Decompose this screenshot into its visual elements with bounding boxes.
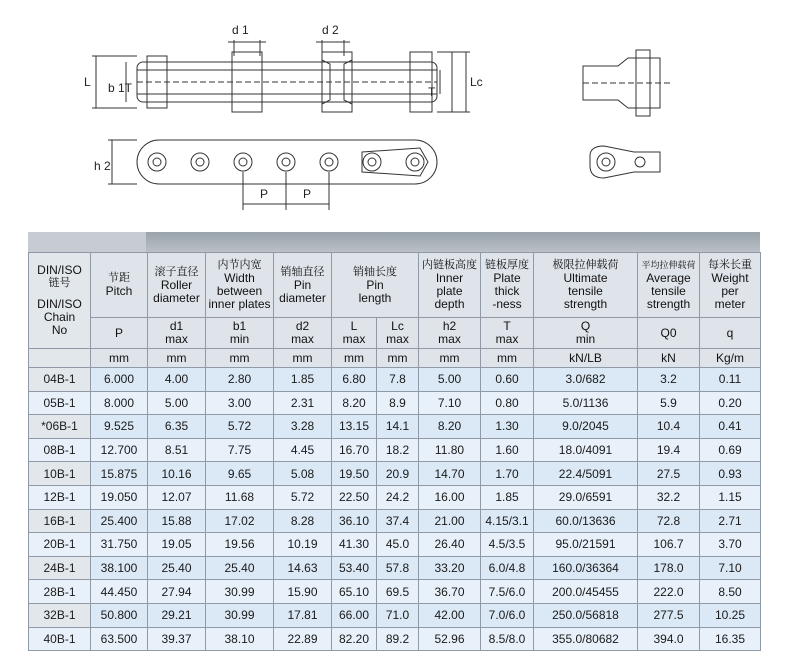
symbol-text: T	[503, 319, 511, 333]
table-cell: 12.700	[91, 438, 148, 462]
table-cell: 5.00	[148, 391, 206, 415]
table-cell: 277.5	[638, 603, 700, 627]
table-cell: 3.0/682	[534, 368, 638, 392]
header-unit-blank	[29, 349, 91, 368]
qualifier-text: max	[165, 332, 188, 346]
table-cell: 7.5/6.0	[481, 580, 534, 604]
header-inner-plate-depth: 内链板高度 Inner plate depth	[419, 253, 481, 318]
table-cell: 394.0	[638, 627, 700, 651]
table-cell: 7.8	[377, 368, 419, 392]
header-symbol-row	[29, 318, 761, 349]
table-cell: 4.45	[274, 438, 332, 462]
table-cell: 18.0/4091	[534, 438, 638, 462]
table-row	[29, 462, 761, 486]
header-ultimate-tensile-strength: 极限拉伸载荷 Ultimate tensile strength	[534, 253, 638, 318]
table-cell: 16.35	[700, 627, 761, 651]
table-cell: 6.80	[332, 368, 377, 392]
chain-side-outline	[137, 140, 437, 184]
table-cell: 22.89	[274, 627, 332, 651]
table-cell: 14.70	[419, 462, 481, 486]
table-row	[29, 533, 761, 557]
chain-no-cell: 05B-1	[29, 391, 91, 415]
table-cell: 38.100	[91, 556, 148, 580]
table-cell: 13.15	[332, 415, 377, 439]
table-cell: 6.35	[148, 415, 206, 439]
table-cell: 0.80	[481, 391, 534, 415]
header-pitch: 节距 Pitch	[91, 253, 148, 318]
table-cell: 4.00	[148, 368, 206, 392]
qualifier-text: min	[575, 332, 596, 346]
header-unit-cell: mm	[91, 349, 148, 368]
header-unit-cell: mm	[419, 349, 481, 368]
table-cell: 39.37	[148, 627, 206, 651]
table-cell: 5.08	[274, 462, 332, 486]
table-cell: 41.30	[332, 533, 377, 557]
chain-no-cell: 04B-1	[29, 368, 91, 392]
table-cell: 1.85	[274, 368, 332, 392]
table-cell: 8.20	[419, 415, 481, 439]
table-row	[29, 627, 761, 651]
label-Lc: Lc	[470, 75, 483, 89]
table-cell: 44.450	[91, 580, 148, 604]
table-row	[29, 368, 761, 392]
table-cell: 160.0/36364	[534, 556, 638, 580]
table-cell: 1.85	[481, 485, 534, 509]
table-cell: 1.30	[481, 415, 534, 439]
table-cell: 106.7	[638, 533, 700, 557]
header-pin-length: 销轴长度 Pin length	[332, 253, 419, 318]
qualifier-text: max	[386, 332, 409, 346]
table-cell: 0.20	[700, 391, 761, 415]
table-cell: 15.875	[91, 462, 148, 486]
table-cell: 10.19	[274, 533, 332, 557]
table-row	[29, 580, 761, 604]
header-symbol-l	[332, 318, 377, 349]
table-cell: 355.0/80682	[534, 627, 638, 651]
table-cell: 38.10	[206, 627, 274, 651]
table-cell: 33.20	[419, 556, 481, 580]
label-P1: P	[260, 187, 269, 201]
label-h2: h 2	[94, 159, 111, 173]
table-cell: 29.21	[148, 603, 206, 627]
header-unit-cell: mm	[332, 349, 377, 368]
table-cell: 31.750	[91, 533, 148, 557]
header-din-chain-no: DIN/ISO 链号 DIN/ISO Chain No	[29, 253, 91, 349]
table-cell: 14.1	[377, 415, 419, 439]
table-cell: 30.99	[206, 580, 274, 604]
table-cell: 3.2	[638, 368, 700, 392]
table-cell: 25.40	[206, 556, 274, 580]
table-row	[29, 556, 761, 580]
label-d1: d 1	[232, 23, 249, 37]
chain-no-cell: 08B-1	[29, 438, 91, 462]
table-cell: 36.70	[419, 580, 481, 604]
table-cell: 57.8	[377, 556, 419, 580]
table-cell: 9.65	[206, 462, 274, 486]
table-cell: 25.400	[91, 509, 148, 533]
table-cell: 7.75	[206, 438, 274, 462]
table-cell: 2.80	[206, 368, 274, 392]
table-cell: 1.60	[481, 438, 534, 462]
label-P2: P	[303, 187, 312, 201]
table-cell: 10.4	[638, 415, 700, 439]
header-unit-cell: mm	[206, 349, 274, 368]
table-cell: 19.50	[332, 462, 377, 486]
header-symbol-d2	[274, 318, 332, 349]
table-cell: 8.28	[274, 509, 332, 533]
table-row	[29, 391, 761, 415]
chain-no-cell: 40B-1	[29, 627, 91, 651]
table-cell: 222.0	[638, 580, 700, 604]
table-cell: 8.9	[377, 391, 419, 415]
symbol-text: h2	[442, 319, 457, 333]
table-cell: 16.70	[332, 438, 377, 462]
symbol-text: d1	[169, 319, 184, 333]
table-cell: 66.00	[332, 603, 377, 627]
header-plate-thickness: 链板厚度 Plate thick -ness	[481, 253, 534, 318]
table-cell: 12.07	[148, 485, 206, 509]
table-cell: 10.25	[700, 603, 761, 627]
table-cell: 27.94	[148, 580, 206, 604]
table-cell: 60.0/13636	[534, 509, 638, 533]
table-cell: 82.20	[332, 627, 377, 651]
table-cell: 8.51	[148, 438, 206, 462]
header-unit-cell: mm	[377, 349, 419, 368]
table-cell: 6.000	[91, 368, 148, 392]
table-cell: 17.02	[206, 509, 274, 533]
table-row	[29, 509, 761, 533]
table-cell: 20.9	[377, 462, 419, 486]
qualifier-text: max	[438, 332, 461, 346]
table-cell: 0.93	[700, 462, 761, 486]
table-cell: 42.00	[419, 603, 481, 627]
table-cell: 19.56	[206, 533, 274, 557]
table-cell: 14.63	[274, 556, 332, 580]
chain-no-cell: 16B-1	[29, 509, 91, 533]
table-cell: 0.60	[481, 368, 534, 392]
qualifier-text: min	[229, 332, 250, 346]
table-cell: 15.88	[148, 509, 206, 533]
table-cell: 29.0/6591	[534, 485, 638, 509]
table-header-band	[28, 232, 760, 252]
table-cell: 2.71	[700, 509, 761, 533]
table-cell: 30.99	[206, 603, 274, 627]
table-cell: 8.50	[700, 580, 761, 604]
table-cell: 6.0/4.8	[481, 556, 534, 580]
table-cell: 16.00	[419, 485, 481, 509]
table-cell: 26.40	[419, 533, 481, 557]
qualifier-text: max	[291, 332, 314, 346]
table-cell: 0.11	[700, 368, 761, 392]
table-cell: 200.0/45455	[534, 580, 638, 604]
table-cell: 0.69	[700, 438, 761, 462]
qualifier-text: max	[342, 332, 366, 346]
table-cell: 32.2	[638, 485, 700, 509]
table-cell: 52.96	[419, 627, 481, 651]
table-cell: 89.2	[377, 627, 419, 651]
chain-no-cell: 24B-1	[29, 556, 91, 580]
header-symbol-t	[481, 318, 534, 349]
label-b1T: b 1T	[108, 81, 133, 95]
symbol-text: Q	[580, 319, 591, 333]
header-symbol-d1	[148, 318, 206, 349]
chain-technical-drawing	[0, 0, 793, 228]
table-cell: 63.500	[91, 627, 148, 651]
symbol-text: Lc	[391, 319, 404, 333]
symbol-text: b1	[232, 319, 247, 333]
table-cell: 65.10	[332, 580, 377, 604]
table-cell: 8.000	[91, 391, 148, 415]
symbol-text: q	[726, 325, 734, 340]
table-cell: 11.80	[419, 438, 481, 462]
header-pin-diameter: 销轴直径 Pin diameter	[274, 253, 332, 318]
table-cell: 71.0	[377, 603, 419, 627]
header-weight-per-meter: 每米长重 Weight per meter	[700, 253, 761, 318]
table-cell: 18.2	[377, 438, 419, 462]
header-symbol-lc	[377, 318, 419, 349]
table-cell: 22.50	[332, 485, 377, 509]
header-symbol-p	[91, 318, 148, 349]
symbol-text: Q0	[660, 325, 677, 340]
header-unit-cell: mm	[481, 349, 534, 368]
table-cell: 11.68	[206, 485, 274, 509]
qualifier-text: max	[495, 332, 519, 346]
header-unit-row	[29, 349, 761, 368]
table-cell: 37.4	[377, 509, 419, 533]
table-cell: 19.05	[148, 533, 206, 557]
table-cell: 5.00	[419, 368, 481, 392]
table-cell: 1.15	[700, 485, 761, 509]
header-symbol-q0	[638, 318, 700, 349]
table-cell: 5.72	[206, 415, 274, 439]
header-unit-cell: kN/LB	[534, 349, 638, 368]
table-cell: 9.525	[91, 415, 148, 439]
table-row	[29, 485, 761, 509]
chain-no-cell: 20B-1	[29, 533, 91, 557]
table-cell: 1.70	[481, 462, 534, 486]
table-cell: 7.0/6.0	[481, 603, 534, 627]
symbol-text: P	[114, 325, 123, 340]
table-cell: 45.0	[377, 533, 419, 557]
table-cell: 69.5	[377, 580, 419, 604]
chain-end-view-side	[590, 146, 660, 178]
table-cell: 4.5/3.5	[481, 533, 534, 557]
header-unit-cell: mm	[274, 349, 332, 368]
header-symbol-q	[534, 318, 638, 349]
table-cell: 17.81	[274, 603, 332, 627]
chain-no-cell: 28B-1	[29, 580, 91, 604]
chain-no-cell: 32B-1	[29, 603, 91, 627]
table-cell: 15.90	[274, 580, 332, 604]
table-cell: 3.00	[206, 391, 274, 415]
table-cell: 2.31	[274, 391, 332, 415]
table-cell: 72.8	[638, 509, 700, 533]
header-symbol-b1	[206, 318, 274, 349]
table-row	[29, 603, 761, 627]
table-cell: 36.10	[332, 509, 377, 533]
table-row	[29, 438, 761, 462]
table-cell: 9.0/2045	[534, 415, 638, 439]
table-cell: 7.10	[700, 556, 761, 580]
table-cell: 5.9	[638, 391, 700, 415]
table-cell: 19.050	[91, 485, 148, 509]
table-cell: 53.40	[332, 556, 377, 580]
symbol-text: d2	[295, 319, 310, 333]
table-cell: 8.20	[332, 391, 377, 415]
table-body	[29, 368, 761, 651]
table-cell: 25.40	[148, 556, 206, 580]
table-cell: 0.41	[700, 415, 761, 439]
table-cell: 27.5	[638, 462, 700, 486]
table-cell: 250.0/56818	[534, 603, 638, 627]
table-cell: 3.28	[274, 415, 332, 439]
table-cell: 7.10	[419, 391, 481, 415]
table-cell: 50.800	[91, 603, 148, 627]
chain-no-cell: *06B-1	[29, 415, 91, 439]
table-cell: 5.0/1136	[534, 391, 638, 415]
header-symbol-h2	[419, 318, 481, 349]
table-cell: 5.72	[274, 485, 332, 509]
header-unit-cell: kN	[638, 349, 700, 368]
header-width-inner-plates: 内节内宽 Width between inner plates	[206, 253, 274, 318]
chain-spec-table	[28, 252, 761, 651]
header-symbol-q	[700, 318, 761, 349]
table-cell: 21.00	[419, 509, 481, 533]
table-cell: 3.70	[700, 533, 761, 557]
label-L: L	[84, 75, 91, 89]
symbol-text: L	[350, 319, 358, 333]
table-cell: 8.5/8.0	[481, 627, 534, 651]
chain-drawing-svg	[0, 0, 793, 228]
header-roller-diameter: 滚子直径 Roller diameter	[148, 253, 206, 318]
table-row	[29, 415, 761, 439]
table-cell: 24.2	[377, 485, 419, 509]
table-cell: 95.0/21591	[534, 533, 638, 557]
table-cell: 10.16	[148, 462, 206, 486]
chain-no-cell: 10B-1	[29, 462, 91, 486]
header-unit-cell: Kg/m	[700, 349, 761, 368]
table-cell: 4.15/3.1	[481, 509, 534, 533]
table-cell: 178.0	[638, 556, 700, 580]
chain-no-cell: 12B-1	[29, 485, 91, 509]
label-d2: d 2	[322, 23, 339, 37]
table-cell: 22.4/5091	[534, 462, 638, 486]
header-unit-cell: mm	[148, 349, 206, 368]
header-average-tensile-strength: 平均拉伸载荷 Average tensile strength	[638, 253, 700, 318]
table-cell: 19.4	[638, 438, 700, 462]
label-T: T	[428, 85, 436, 99]
